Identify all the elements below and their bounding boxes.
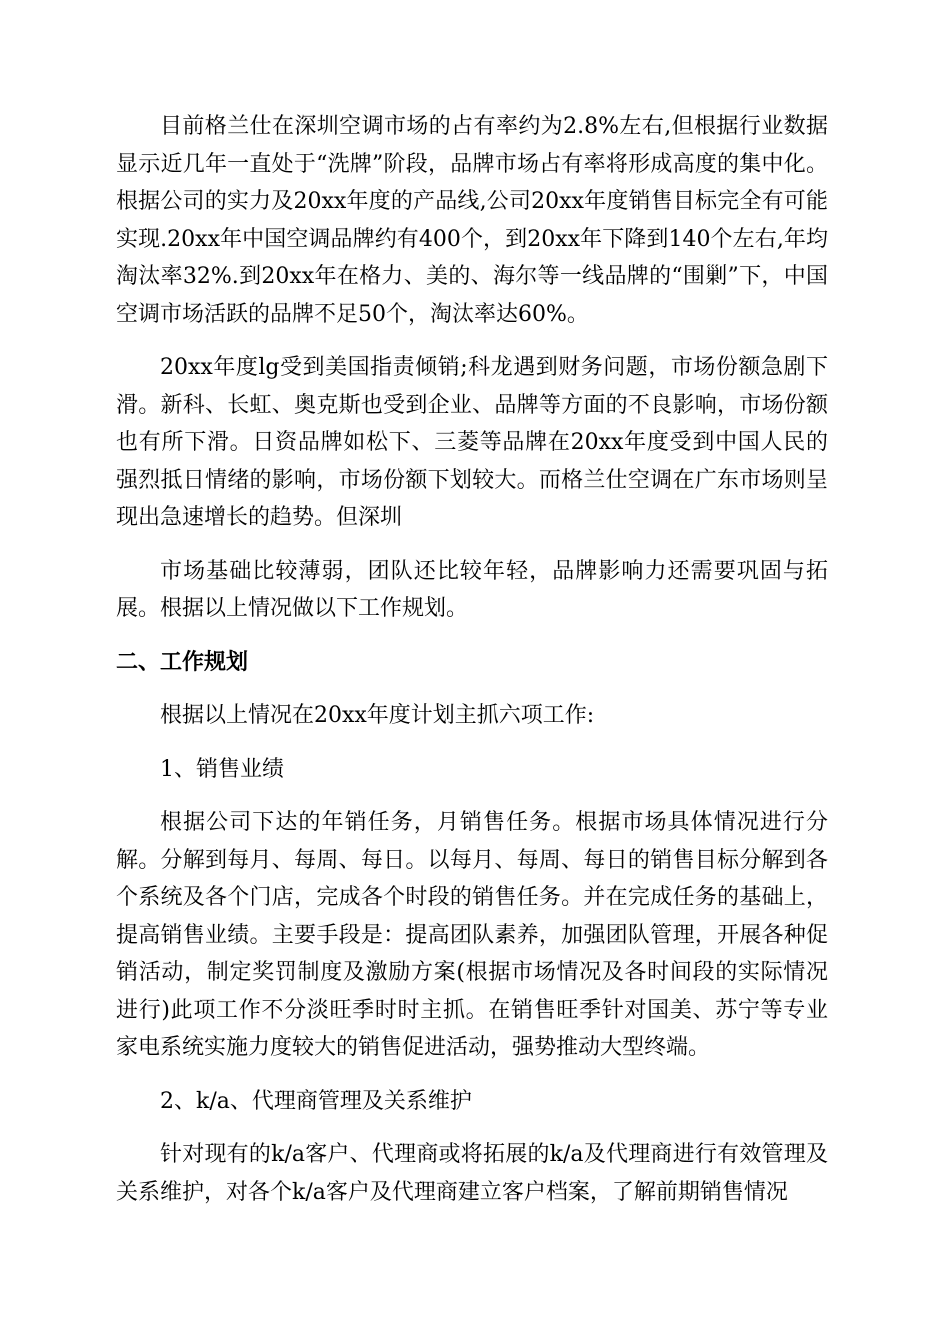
- paragraph-market-share: 目前格兰仕在深圳空调市场的占有率约为2.8%左右,但根据行业数据显示近几年一直处于“洗牌”阶段，品牌市场占有率将形成高度的集中化。根据公司的实力及20xx年度的产品线,公司20xx年度销售目标完全有可能实现.20xx年中国空调品牌约有400个，到20xx年下降到140个左右,年均淘汰率32%.到20xx年在格力、美的、海尔等一线品牌的“围剿”下，中国空调市场活跃的品牌不足50个，淘汰率达60%。: [116, 114, 828, 327]
- paragraph-sales-performance: 根据公司下达的年销任务，月销售任务。根据市场具体情况进行分解。分解到每月、每周、每日。以每月、每周、每日的销售目标分解到各个系统及各个门店，完成各个时段的销售任务。并在完成任务的基础上，提高销售业绩。主要手段是：提高团队素养，加强团队管理，开展各种促销活动，制定奖罚制度及激励方案(根据市场情况及各时间段的实际情况进行)此项工作不分淡旺季时时主抓。在销售旺季针对国美、苏宁等专业家电系统实施力度较大的销售促进活动，强势推动大型终端。: [116, 810, 828, 1060]
- document-page: [116, 108, 828, 1227]
- paragraph-ka-agent-management: 针对现有的k/a客户、代理商或将拓展的k/a及代理商进行有效管理及关系维护，对各个k/a客户及代理商建立客户档案，了解前期销售情况: [116, 1142, 828, 1205]
- paragraph-market-base: 市场基础比较薄弱，团队还比较年轻，品牌影响力还需要巩固与拓展。根据以上情况做以下工作规划。: [116, 558, 828, 621]
- item-heading-sales-performance: 1、销售业绩: [160, 756, 284, 782]
- paragraph-plan-intro: 根据以上情况在20xx年度计划主抓六项工作:: [160, 703, 595, 728]
- section-heading-work-plan: 二、工作规划: [116, 649, 249, 675]
- item-heading-ka-agent-management: 2、k/a、代理商管理及关系维护: [160, 1088, 472, 1114]
- paragraph-competitors: 20xx年度lg受到美国指责倾销;科龙遇到财务问题，市场份额急剧下滑。新科、长虹、奥克斯也受到企业、品牌等方面的不良影响，市场份额也有所下滑。日资品牌如松下、三菱等品牌在20xx年度受到中国人民的强烈抵日情绪的影响，市场份额下划较大。而格兰仕空调在广东市场则呈现出急速增长的趋势。但深圳: [116, 355, 828, 530]
